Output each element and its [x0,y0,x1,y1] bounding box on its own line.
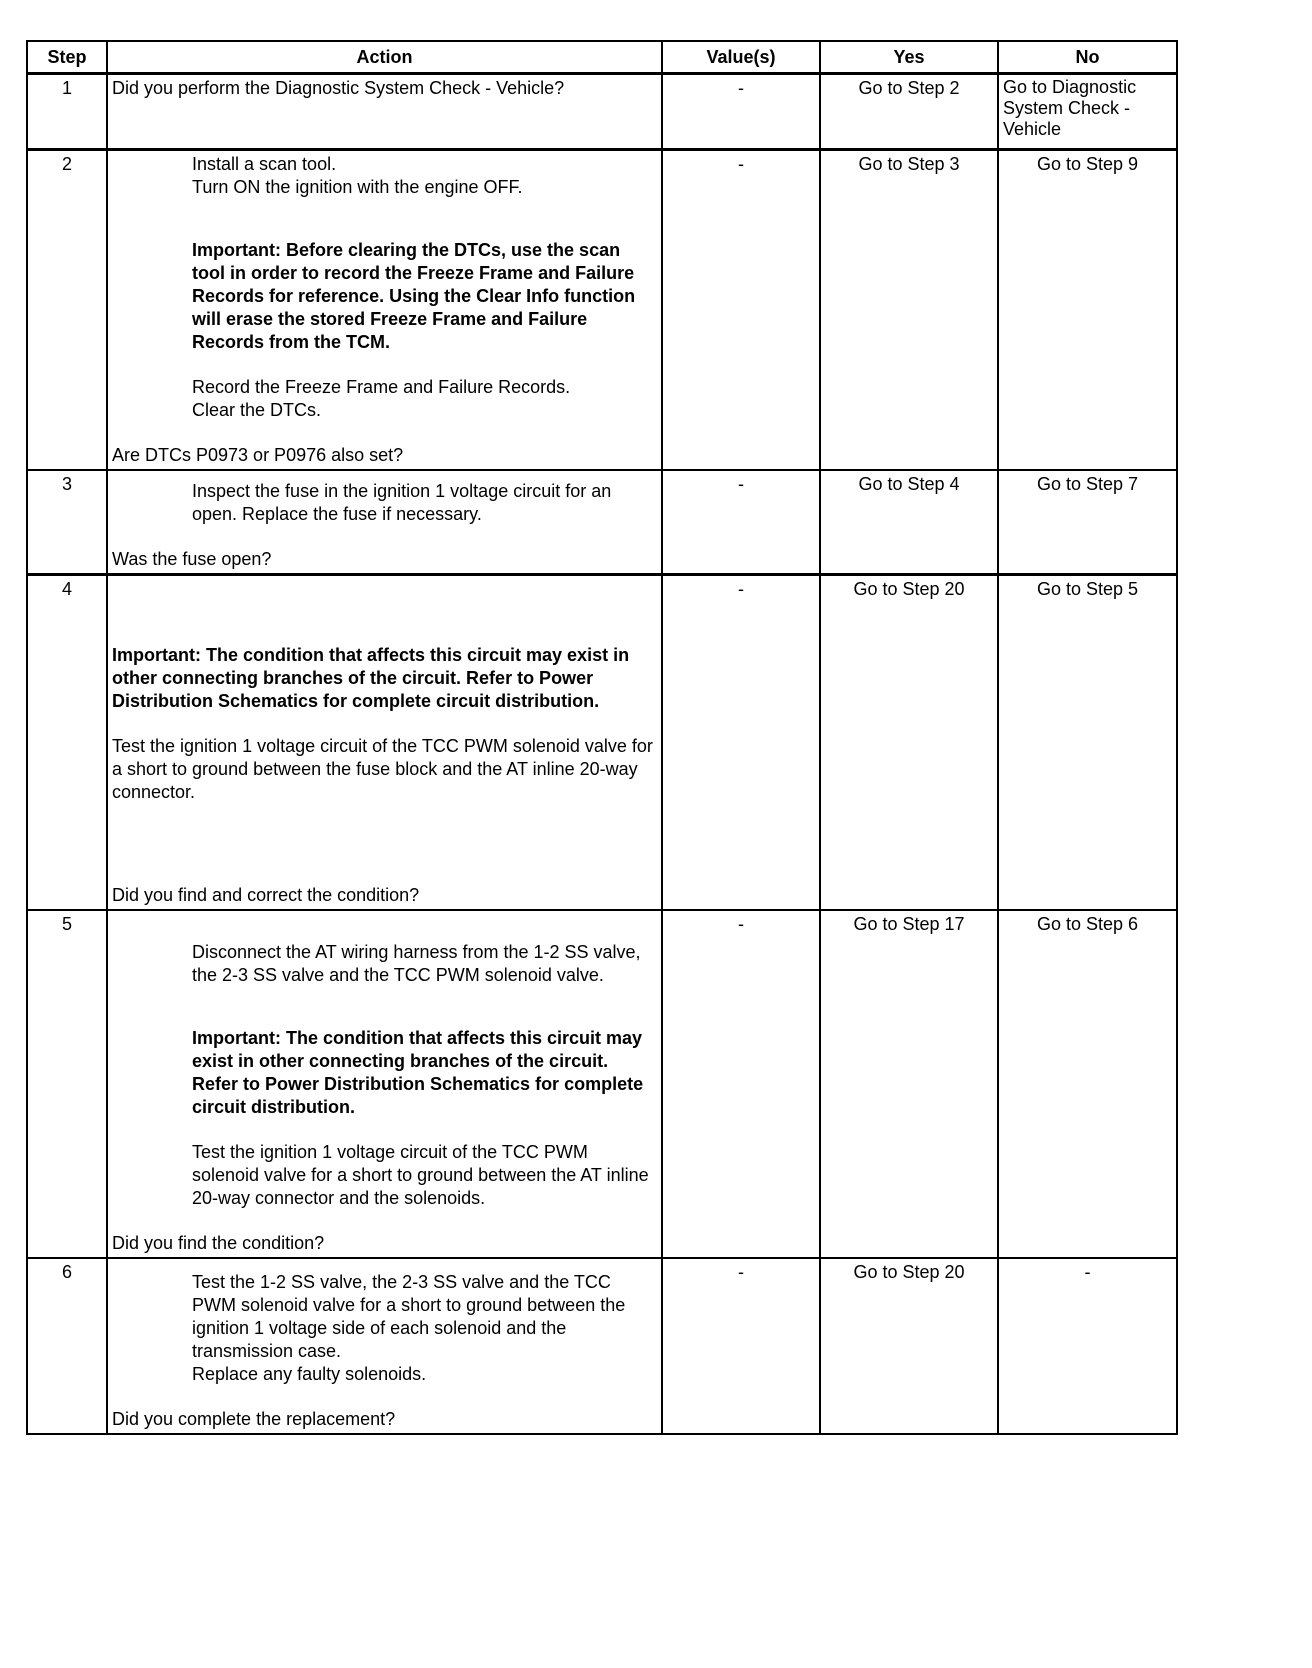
important-note: Important: The condition that affects this circuit may exist in other connecting branches of the circuit. Refer to Power Distribution Schematics for complete circuit distribution. [112,645,630,711]
header-action: Action [107,41,662,74]
header-values: Value(s) [662,41,820,74]
action-instruction: Clear the DTCs. [192,400,322,420]
yes-cell: Go to Step 20 [820,1258,998,1434]
action-instruction: Test the ignition 1 voltage circuit of the TCC PWM solenoid valve for a short to ground between the fuse block and the AT inline 20-way connector. [112,736,653,802]
value-cell: - [662,574,820,910]
yes-cell: Go to Step 20 [820,574,998,910]
no-cell: Go to Diagnostic System Check - Vehicle [998,74,1177,150]
table-row [27,574,1177,910]
action-cell [107,910,662,1258]
no-cell: - [998,1258,1177,1434]
action-question: Was the fuse open? [112,548,272,569]
yes-cell: Go to Step 2 [820,74,998,150]
action-question: Did you perform the Diagnostic System Check - Vehicle? [112,78,565,98]
action-question: Did you find and correct the condition? [112,885,420,905]
no-cell: Go to Step 5 [998,574,1177,910]
action-instruction: Record the Freeze Frame and Failure Records. [192,377,571,397]
yes-cell: Go to Step 3 [820,150,998,471]
step-number: 5 [27,910,107,1258]
action-question: Did you complete the replacement? [112,1409,396,1429]
action-instruction: Turn ON the ignition with the engine OFF. [192,177,523,197]
table-row [27,150,1177,471]
action-cell [107,74,662,150]
action-question: Are DTCs P0973 or P0976 also set? [112,445,404,465]
header-row [27,41,1177,74]
header-step: Step [27,41,107,74]
value-cell: - [662,910,820,1258]
value-cell: - [662,74,820,150]
no-cell: Go to Step 9 [998,150,1177,471]
action-cell [107,470,662,574]
action-instruction: Install a scan tool. [192,154,337,174]
header-no: No [998,41,1177,74]
step-number: 3 [27,470,107,574]
step-number: 6 [27,1258,107,1434]
step-number: 1 [27,74,107,150]
table-row [27,910,1177,1258]
value-cell: - [662,1258,820,1434]
table-row [27,470,1177,574]
action-instruction: Test the 1-2 SS valve, the 2-3 SS valve and the TCC PWM solenoid valve for a short to ground between the ignition 1 voltage side of each solenoid and the transmission case. [192,1272,626,1361]
value-cell: - [662,150,820,471]
action-instruction: Inspect the fuse in the ignition 1 voltage circuit for an open. Replace the fuse if necessary. [192,480,612,524]
important-note: Important: The condition that affects this circuit may exist in other connecting branches of the circuit. Refer to Power Distribution Schematics for complete circuit distribution. [192,1028,644,1117]
diagnostic-table [26,40,1178,1435]
step-number: 2 [27,150,107,471]
action-cell [107,1258,662,1434]
action-cell [107,150,662,471]
action-instruction: Replace any faulty solenoids. [192,1364,427,1384]
no-cell: Go to Step 7 [998,470,1177,574]
yes-cell: Go to Step 4 [820,470,998,574]
header-yes: Yes [820,41,998,74]
action-instruction: Test the ignition 1 voltage circuit of the TCC PWM solenoid valve for a short to ground between the AT inline 20-way connector and the solenoids. [192,1142,649,1208]
action-cell [107,574,662,910]
step-number: 4 [27,574,107,910]
table-row [27,74,1177,150]
value-cell: - [662,470,820,574]
no-cell: Go to Step 6 [998,910,1177,1258]
action-question: Did you find the condition? [112,1233,325,1253]
action-instruction: Disconnect the AT wiring harness from the 1-2 SS valve, the 2-3 SS valve and the TCC PWM solenoid valve. [192,942,641,985]
table-row [27,1258,1177,1434]
yes-cell: Go to Step 17 [820,910,998,1258]
important-note: Important: Before clearing the DTCs, use the scan tool in order to record the Freeze Frame and Failure Records for reference. Using the Clear Info function will erase the stored Freeze Frame and Failure Records from the TCM. [192,240,636,352]
